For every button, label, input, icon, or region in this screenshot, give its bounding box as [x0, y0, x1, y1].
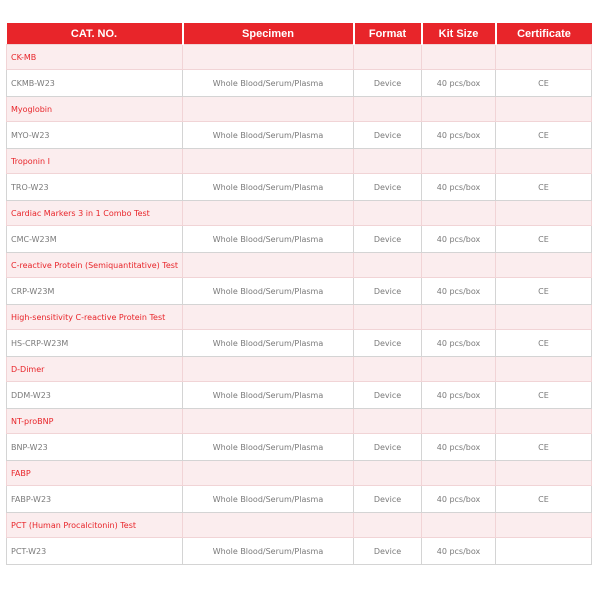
category-empty-cell	[496, 149, 592, 174]
category-row	[7, 461, 592, 486]
category-empty-cell	[183, 253, 354, 278]
format-cell: Device	[354, 538, 422, 565]
kit-size-cell: 40 pcs/box	[422, 122, 496, 149]
certificate-cell	[496, 538, 592, 565]
header-cat-no: CAT. NO.	[7, 23, 183, 45]
cat-no-cell: CRP-W23M	[7, 278, 183, 305]
category-row	[7, 513, 592, 538]
specimen-cell: Whole Blood/Serum/Plasma	[183, 122, 354, 149]
kit-size-cell: 40 pcs/box	[422, 486, 496, 513]
cat-no-cell: BNP-W23	[7, 434, 183, 461]
kit-size-cell: 40 pcs/box	[422, 538, 496, 565]
category-empty-cell	[422, 409, 496, 434]
kit-size-cell: 40 pcs/box	[422, 70, 496, 97]
category-name: CK-MB	[7, 45, 183, 70]
certificate-cell: CE	[496, 226, 592, 253]
category-row	[7, 253, 592, 278]
category-empty-cell	[183, 305, 354, 330]
kit-size-cell: 40 pcs/box	[422, 382, 496, 409]
certificate-cell: CE	[496, 434, 592, 461]
certificate-cell: CE	[496, 330, 592, 357]
category-empty-cell	[422, 357, 496, 382]
category-row	[7, 305, 592, 330]
format-cell: Device	[354, 174, 422, 201]
category-empty-cell	[354, 513, 422, 538]
table-row	[7, 226, 592, 253]
specimen-cell: Whole Blood/Serum/Plasma	[183, 70, 354, 97]
cat-no-cell: HS-CRP-W23M	[7, 330, 183, 357]
category-row	[7, 149, 592, 174]
kit-size-cell: 40 pcs/box	[422, 174, 496, 201]
category-row	[7, 97, 592, 122]
format-cell: Device	[354, 226, 422, 253]
kit-size-cell: 40 pcs/box	[422, 226, 496, 253]
category-empty-cell	[183, 149, 354, 174]
category-empty-cell	[183, 357, 354, 382]
specimen-cell: Whole Blood/Serum/Plasma	[183, 330, 354, 357]
specimen-cell: Whole Blood/Serum/Plasma	[183, 278, 354, 305]
specimen-cell: Whole Blood/Serum/Plasma	[183, 434, 354, 461]
format-cell: Device	[354, 70, 422, 97]
format-cell: Device	[354, 330, 422, 357]
category-empty-cell	[422, 45, 496, 70]
category-empty-cell	[496, 201, 592, 226]
category-name: NT-proBNP	[7, 409, 183, 434]
kit-size-cell: 40 pcs/box	[422, 434, 496, 461]
category-empty-cell	[496, 513, 592, 538]
product-table	[6, 23, 592, 565]
category-empty-cell	[183, 461, 354, 486]
category-empty-cell	[422, 149, 496, 174]
specimen-cell: Whole Blood/Serum/Plasma	[183, 538, 354, 565]
category-empty-cell	[183, 201, 354, 226]
cat-no-cell: MYO-W23	[7, 122, 183, 149]
category-name: Myoglobin	[7, 97, 183, 122]
category-empty-cell	[496, 253, 592, 278]
cat-no-cell: CMC-W23M	[7, 226, 183, 253]
cat-no-cell: TRO-W23	[7, 174, 183, 201]
category-empty-cell	[496, 409, 592, 434]
table-row	[7, 330, 592, 357]
kit-size-cell: 40 pcs/box	[422, 330, 496, 357]
specimen-cell: Whole Blood/Serum/Plasma	[183, 174, 354, 201]
header-kit-size: Kit Size	[422, 23, 496, 45]
category-empty-cell	[354, 253, 422, 278]
category-empty-cell	[354, 45, 422, 70]
category-name: D-Dimer	[7, 357, 183, 382]
table-row	[7, 434, 592, 461]
specimen-cell: Whole Blood/Serum/Plasma	[183, 226, 354, 253]
certificate-cell: CE	[496, 70, 592, 97]
header-format: Format	[354, 23, 422, 45]
header-specimen: Specimen	[183, 23, 354, 45]
cat-no-cell: DDM-W23	[7, 382, 183, 409]
category-name: PCT (Human Procalcitonin) Test	[7, 513, 183, 538]
table-row	[7, 538, 592, 565]
table-row	[7, 70, 592, 97]
certificate-cell: CE	[496, 122, 592, 149]
category-empty-cell	[422, 253, 496, 278]
certificate-cell: CE	[496, 486, 592, 513]
category-row	[7, 357, 592, 382]
cat-no-cell: PCT-W23	[7, 538, 183, 565]
category-row	[7, 409, 592, 434]
format-cell: Device	[354, 278, 422, 305]
specimen-cell: Whole Blood/Serum/Plasma	[183, 382, 354, 409]
certificate-cell: CE	[496, 382, 592, 409]
specimen-cell: Whole Blood/Serum/Plasma	[183, 486, 354, 513]
category-empty-cell	[354, 149, 422, 174]
category-empty-cell	[496, 461, 592, 486]
category-name: Troponin I	[7, 149, 183, 174]
table-row	[7, 122, 592, 149]
category-empty-cell	[354, 461, 422, 486]
category-empty-cell	[183, 97, 354, 122]
category-name: High-sensitivity C-reactive Protein Test	[7, 305, 183, 330]
cat-no-cell: CKMB-W23	[7, 70, 183, 97]
category-empty-cell	[354, 97, 422, 122]
category-empty-cell	[496, 357, 592, 382]
format-cell: Device	[354, 122, 422, 149]
format-cell: Device	[354, 434, 422, 461]
header-certificate: Certificate	[496, 23, 592, 45]
category-empty-cell	[354, 201, 422, 226]
table-row	[7, 278, 592, 305]
table-row	[7, 382, 592, 409]
category-row	[7, 201, 592, 226]
category-empty-cell	[183, 45, 354, 70]
category-name: Cardiac Markers 3 in 1 Combo Test	[7, 201, 183, 226]
category-empty-cell	[496, 45, 592, 70]
category-empty-cell	[422, 461, 496, 486]
certificate-cell: CE	[496, 278, 592, 305]
table-row	[7, 174, 592, 201]
certificate-cell: CE	[496, 174, 592, 201]
format-cell: Device	[354, 382, 422, 409]
kit-size-cell: 40 pcs/box	[422, 278, 496, 305]
category-empty-cell	[354, 409, 422, 434]
table-row	[7, 486, 592, 513]
category-empty-cell	[354, 305, 422, 330]
category-name: C-reactive Protein (Semiquantitative) Test	[7, 253, 183, 278]
header-row	[7, 23, 592, 45]
category-empty-cell	[354, 357, 422, 382]
category-empty-cell	[496, 305, 592, 330]
category-empty-cell	[183, 409, 354, 434]
cat-no-cell: FABP-W23	[7, 486, 183, 513]
category-empty-cell	[422, 513, 496, 538]
category-empty-cell	[422, 97, 496, 122]
category-empty-cell	[422, 305, 496, 330]
category-empty-cell	[496, 97, 592, 122]
category-row	[7, 45, 592, 70]
category-empty-cell	[422, 201, 496, 226]
category-name: FABP	[7, 461, 183, 486]
category-empty-cell	[183, 513, 354, 538]
format-cell: Device	[354, 486, 422, 513]
